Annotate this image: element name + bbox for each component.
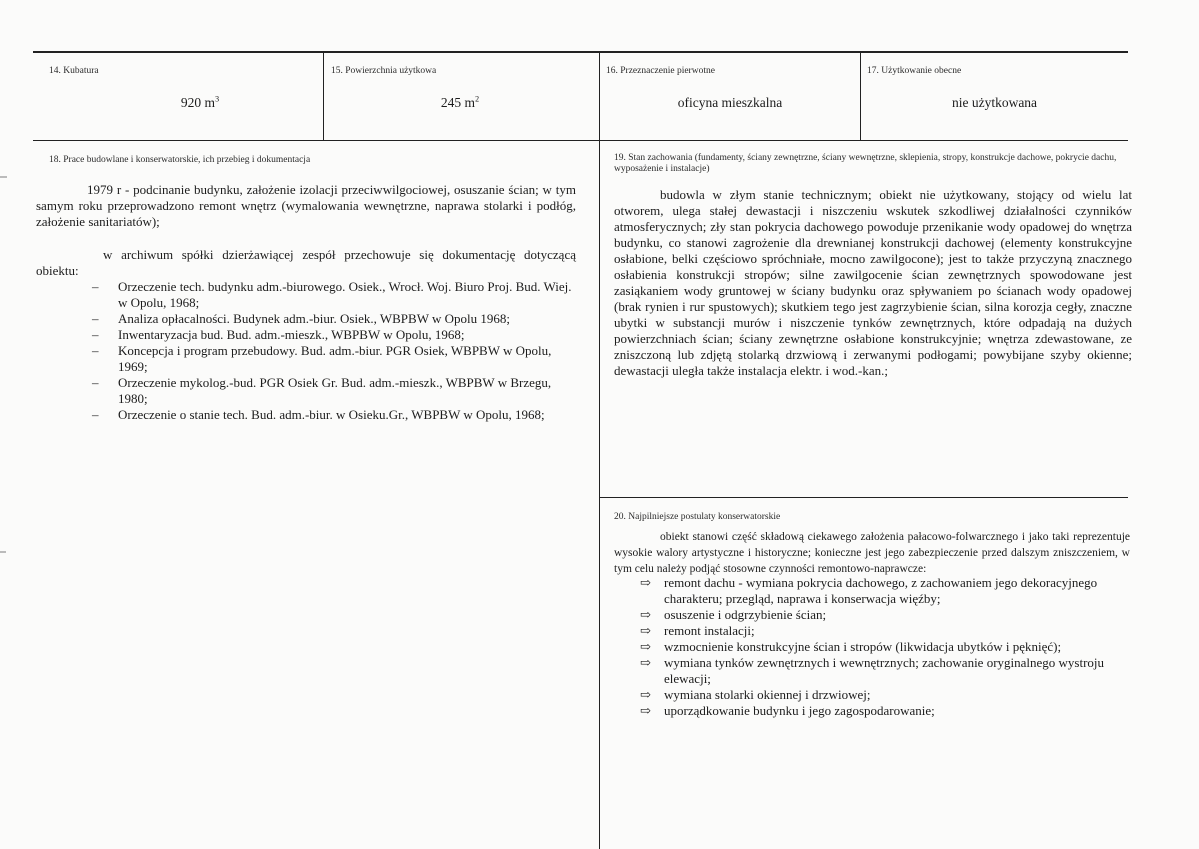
- list-item: ⇨ wymiana tynków zewnętrznych i wewnętrznych; zachowanie oryginalnego wystroju elewacji;: [640, 655, 1105, 686]
- section19-label: 19. Stan zachowania (fundamenty, ściany zewnętrzne, ściany wewnętrzne, sklepienia, stropy, konstrukcje dachowe, pokrycie dachu, wyposażenie i instalacje): [614, 153, 1117, 174]
- list-item: – Orzeczenie o stanie tech. Bud. adm.-biur. w Osieku.Gr., WBPBW w Opolu, 1968;: [92, 407, 545, 422]
- kubatura-unit-sup: 3: [215, 94, 220, 104]
- przeznaczenie-label: 16. Przeznaczenie pierwotne: [606, 66, 715, 76]
- kubatura-number: 920 m: [180, 95, 216, 110]
- section19-text: budowla w złym stanie technicznym; obiekt nie użytkowany, stojący od wielu lat otworem, ulega stałej dewastacji i niszczeniu wskutek szkodliwej działalności czynników atmosferycznych; zły stan pokrycia dachowego powoduje przenikanie wody opadowej do wnętrza budynku, co stanowi zagrożenie dla drewnianej konstrukcji dachowej (elementy konstrukcyjne osłabione, belki częściowo spróchniałe, mocno zawilgocone); jest to także przyczyną znacznego osłabienia konstrukcji stropów; silne zawilgocenie ścian zewnętrznych spowodowane jest zasiąkaniem wody gruntowej w ściany budynku oraz spływaniem po ścianach wody opadowej (brak rynien i rur spustowych); skutkiem tego jest zagrzybienie ścian, silna korozja cegły, znaczne ubytki w substancji murów i niszczenie tynków zewnętrznych, które odpadają na dużych powierzchniach ścian; ściany zewnętrzne osłabione konstrukcyjnie; wnętrza zdewastowane, ze zniszczoną lub zdjętą stolarką drzwiową i zerwanymi podłogami; powybijane szyby okienne; dewastacji uległa także instalacja elektr. i wod.-kan.;: [614, 187, 1132, 378]
- powierzchnia-label: 15. Powierzchnia użytkowa: [331, 66, 437, 76]
- section20-intro: [614, 529, 1130, 577]
- table-top-border: [33, 51, 1128, 53]
- col-divider-1: [323, 52, 324, 141]
- section18-paragraph1: 1979 r - podcinanie budynku, założenie izolacji przeciwwilgociowej, osuszanie ścian; w tym samym roku przeprowadzono remont wnętrz (wymalowania wewnętrzne, naprawa stolarki i podłóg, założenie sanitariatów);: [36, 182, 576, 229]
- powierzchnia-unit-sup: 2: [475, 94, 480, 104]
- uzytkowanie-value: nie użytkowana: [951, 95, 1038, 110]
- list-item: ⇨ wzmocnienie konstrukcyjne ścian i stropów (likwidacja ubytków i pęknięć);: [640, 639, 1062, 654]
- list-item: – Koncepcja i program przebudowy. Bud. adm.-biur. PGR Osiek, WBPBW w Opolu, 1969;: [92, 343, 552, 374]
- powierzchnia-value: [390, 95, 530, 111]
- przeznaczenie-value: oficyna mieszkalna: [677, 95, 783, 110]
- scan-mark: [0, 551, 6, 553]
- scan-mark: [0, 176, 7, 178]
- section20-postulates-list: [630, 575, 1130, 719]
- powierzchnia-number: 245 m: [440, 95, 476, 110]
- section20-label: 20. Najpilniejsze postulaty konserwatorskie: [614, 512, 781, 522]
- list-item: ⇨ osuszenie i odgrzybienie ścian;: [640, 607, 827, 622]
- list-item: – Orzeczenie mykolog.-bud. PGR Osiek Gr. Bud. adm.-mieszk., WBPBW w Brzegu, 1980;: [92, 375, 552, 406]
- list-item: – Inwentaryzacja bud. Bud. adm.-mieszk., WBPBW w Opolu, 1968;: [92, 327, 465, 342]
- list-item: ⇨ remont instalacji;: [640, 623, 755, 638]
- section18-doc-list: [90, 279, 576, 423]
- list-item: – Analiza opłacalności. Budynek adm.-biur. Osiek., WBPBW w Opolu 1968;: [92, 311, 510, 326]
- list-item: – Orzeczenie tech. budynku adm.-biurowego. Osiek., Wrocł. Woj. Biuro Proj. Bud. Wiej. w Opolu, 1968;: [92, 279, 572, 310]
- list-item: ⇨ uporządkowanie budynku i jego zagospodarowanie;: [640, 703, 935, 718]
- section18-label: 18. Prace budowlane i konserwatorskie, ich przebieg i dokumentacja: [49, 155, 311, 165]
- row-divider-top: [33, 140, 1128, 141]
- uzytkowanie-label: 17. Użytkowanie obecne: [867, 66, 962, 76]
- col-divider-2: [599, 52, 600, 849]
- section18-paragraph2: w archiwum spółki dzierżawiącej zespół przechowuje się dokumentację dotyczącą obiektu:: [36, 247, 576, 278]
- kubatura-label: 14. Kubatura: [49, 66, 99, 76]
- kubatura-value: [130, 95, 270, 111]
- list-item: ⇨ wymiana stolarki okiennej i drzwiowej;: [640, 687, 871, 702]
- list-item: ⇨ remont dachu - wymiana pokrycia dachowego, z zachowaniem jego dekoracyjnego charakteru; przegląd, naprawa i konserwacja więźby;: [640, 575, 1098, 606]
- section20-intro-text: obiekt stanowi część składową ciekawego założenia pałacowo-folwarcznego i jako taki reprezentuje wysokie walory artystyczne i historyczne; konieczne jest jego zabezpieczenie przed dalszym zniszczeniem, w tym celu należy podjąć stosowne czynności remontowo-naprawcze:: [614, 531, 1130, 575]
- row-divider-right: [599, 497, 1128, 498]
